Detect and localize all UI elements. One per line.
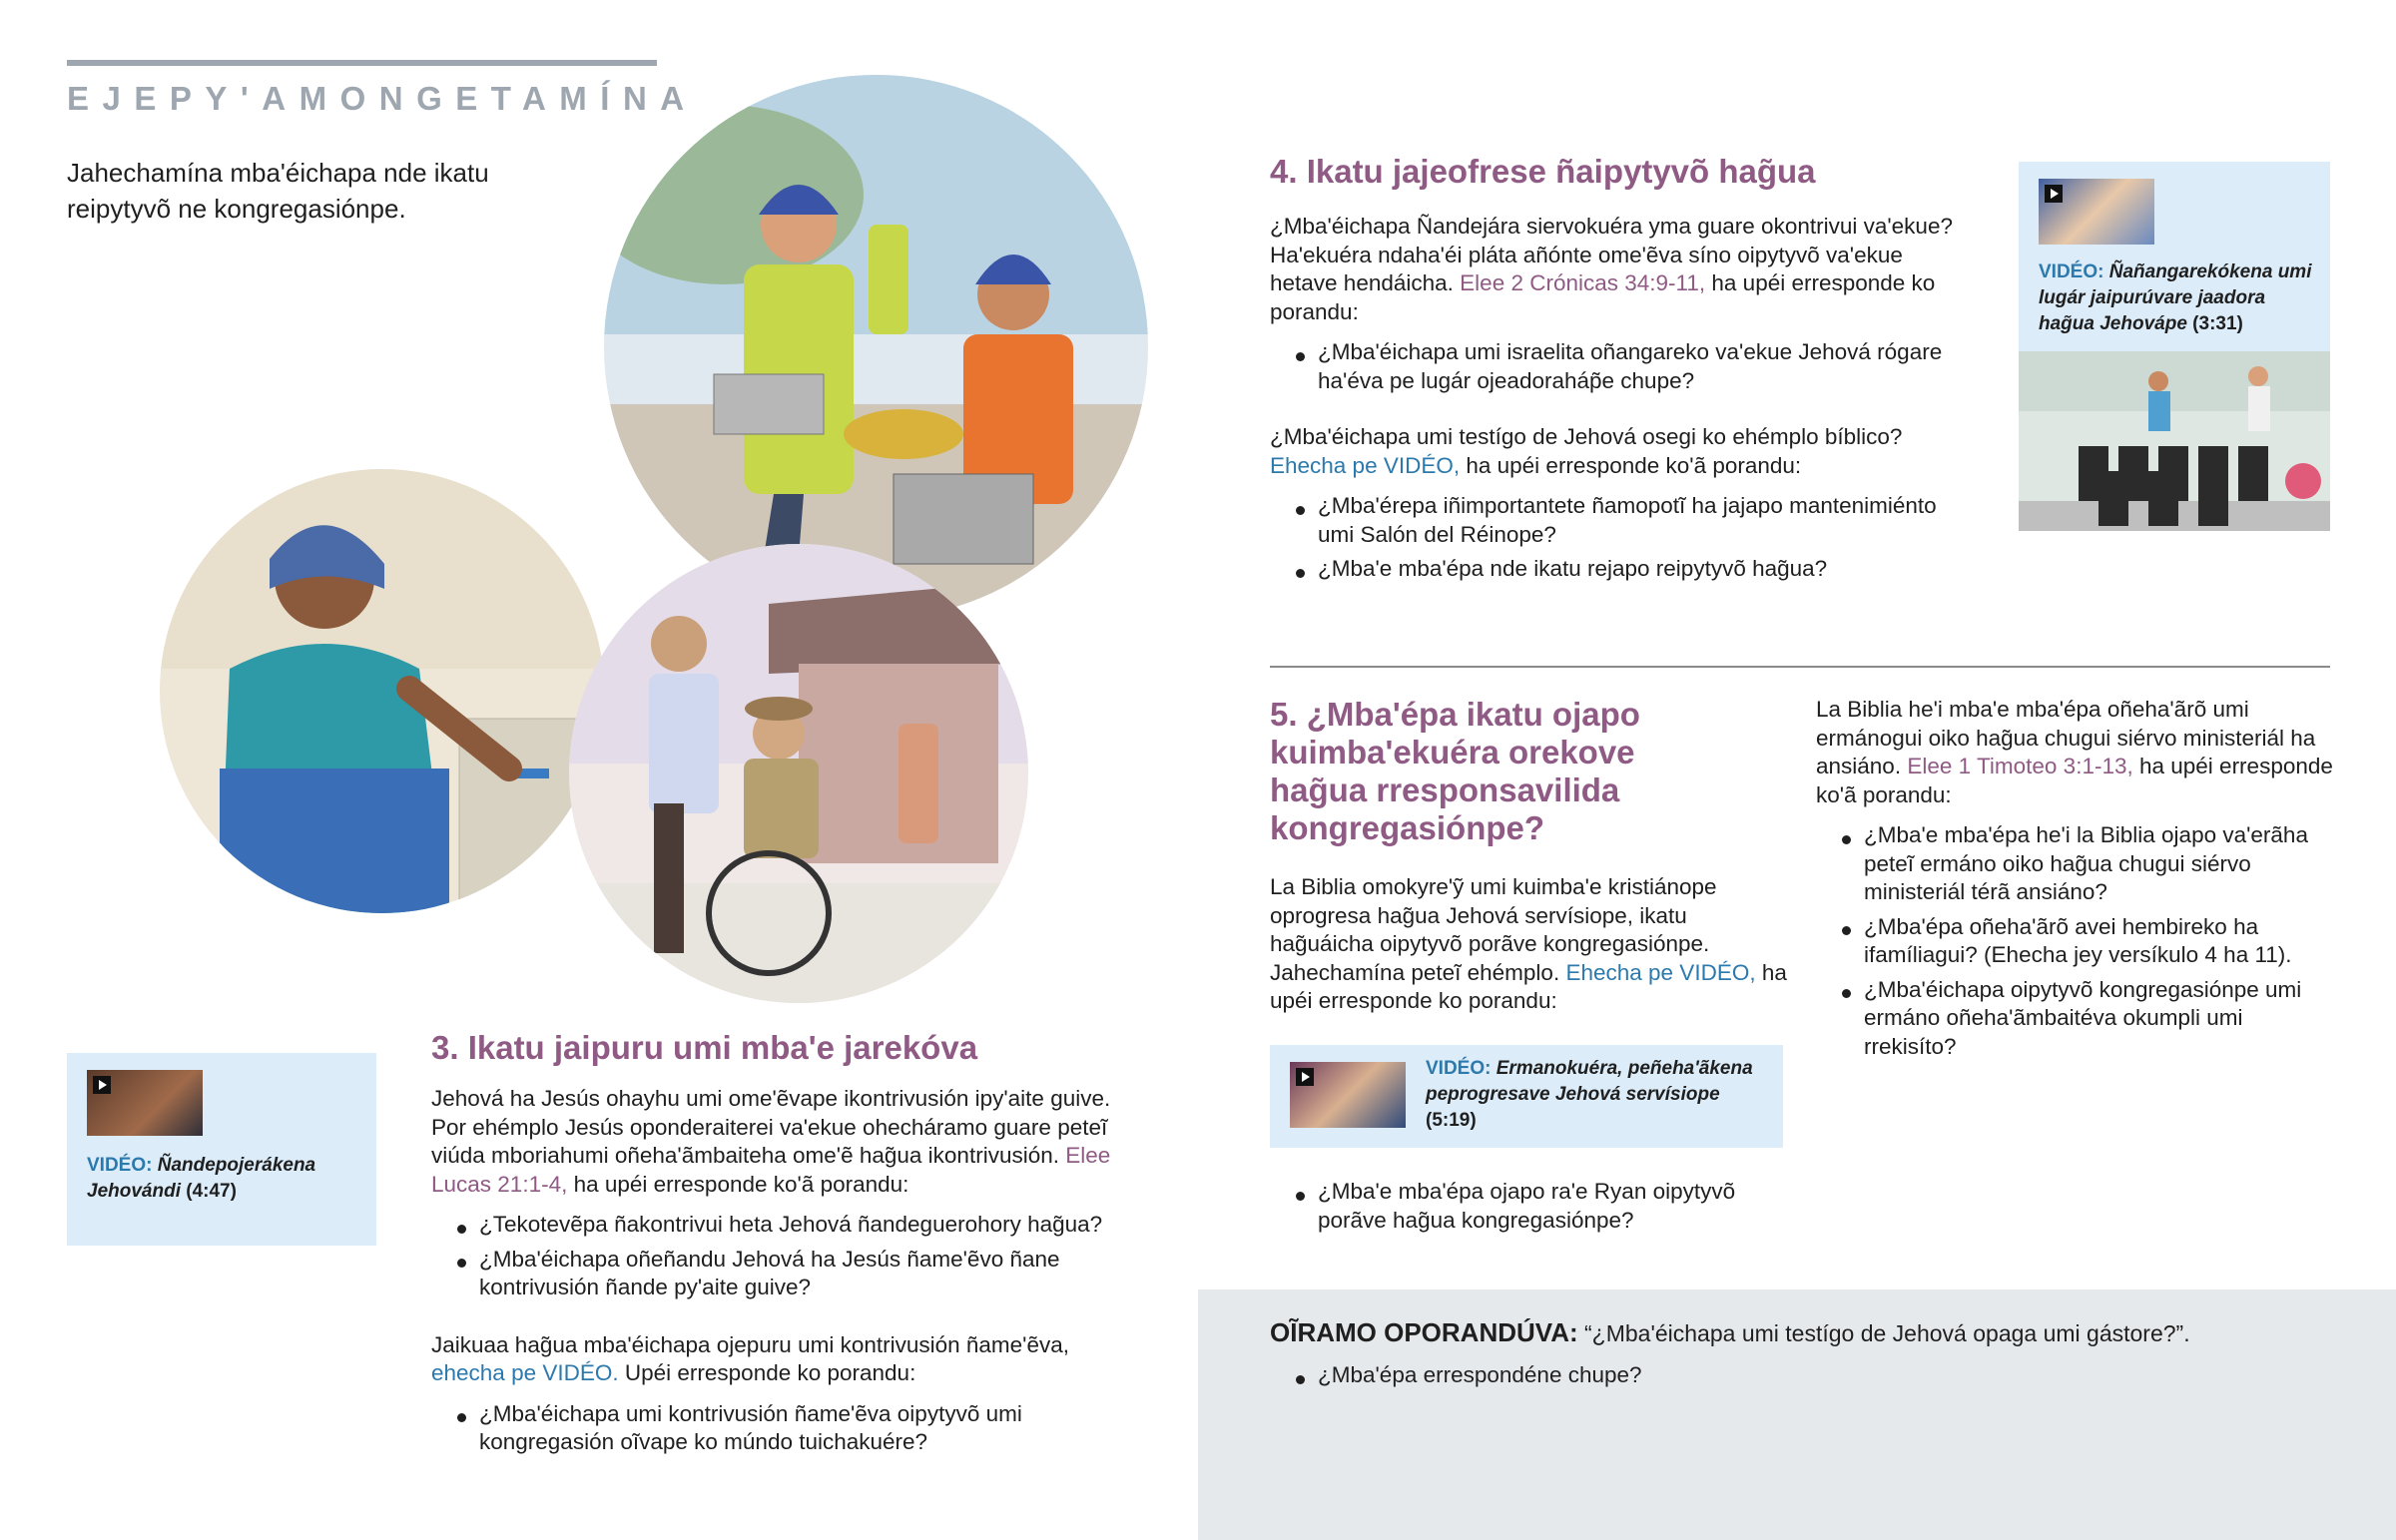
video-thumbnail[interactable] xyxy=(2039,179,2154,245)
illustration-hall-cleaning xyxy=(2019,351,2330,531)
question-label: OĨRAMO OPORANDÚVA: xyxy=(1270,1317,1578,1347)
list-item: ¿Mba'e mba'épa ojapo ra'e Ryan oipytyvõ porãve hag̃ua kongregasiónpe? xyxy=(1270,1178,1769,1235)
illustration-construction xyxy=(604,75,1148,619)
intro-text: Jahechamína mba'éichapa nde ikatu reipytyvõ ne kongregasiónpe. xyxy=(67,158,489,224)
video-link[interactable]: ehecha pe VIDÉO. xyxy=(431,1360,619,1385)
section-5-left xyxy=(1270,696,1789,1016)
list-item: ¿Mba'épa oñeha'ãrõ avei hembireko ha ifamíliagui? (Ehecha jey versíkulo 4 ha 11). xyxy=(1816,913,2335,970)
section-5-para2-tail: ha upéi erresponde ko'ã porandu: xyxy=(1816,754,2333,807)
illustration-contribution xyxy=(160,469,604,913)
section-4-paragraph-1 xyxy=(1270,213,1969,326)
section-4-para2-text: ¿Mba'éichapa umi testígo de Jehová osegi ko ehémplo bíblico? xyxy=(1270,424,1903,449)
section-5-bullets-1 xyxy=(1270,1178,1769,1235)
list-item: ¿Mba'épa errespondéne chupe? xyxy=(1270,1361,2268,1390)
video-thumbnail[interactable] xyxy=(1290,1062,1406,1128)
play-icon[interactable] xyxy=(93,1076,111,1094)
question-line xyxy=(1270,1317,2368,1348)
play-icon[interactable] xyxy=(2045,185,2063,203)
section-5-right xyxy=(1816,696,2335,1061)
video-box-maintenance[interactable] xyxy=(2019,162,2330,351)
list-item: ¿Mba'éichapa oipytyvõ kongregasiónpe umi ermáno oñeha'ãmbaitéva okumpli umi rrekisíto? xyxy=(1816,976,2335,1062)
video-duration: (5:19) xyxy=(1426,1110,1477,1131)
section-4-bullets-2 xyxy=(1270,492,1969,584)
list-item: ¿Mba'e mba'épa he'i la Biblia ojapo va'erãha peteĩ ermáno oiko hag̃ua chugui siérvo ministeriál térã ansiáno? xyxy=(1816,821,2335,907)
video-label: VIDÉO: xyxy=(1426,1058,1492,1079)
video-caption xyxy=(2039,259,2323,337)
question-bullets xyxy=(1270,1361,2268,1390)
video-thumbnail[interactable] xyxy=(87,1070,203,1136)
play-icon[interactable] xyxy=(1296,1068,1314,1086)
video-title[interactable]: Ñandepojerákena Jehovándi xyxy=(87,1155,316,1202)
video-title[interactable]: Ermanokuéra, peñeha'ãkena peprogresave Jehová servísiope xyxy=(1426,1058,1753,1105)
section-5-heading: 5. ¿Mba'épa ikatu ojapo kuimba'ekuéra orekove hag̃ua rresponsavilida kongregasiónpe? xyxy=(1270,696,1640,846)
section-3-paragraph-1 xyxy=(431,1085,1130,1199)
eyebrow-rule xyxy=(67,60,657,66)
list-item: ¿Mba'éichapa umi israelita oñangareko va'ekue Jehová rógare ha'éva pe lugár ojeadoraháp̃e chupe? xyxy=(1270,338,1969,395)
question-text: “¿Mba'éichapa umi testígo de Jehová opaga umi gástore?”. xyxy=(1584,1320,2190,1346)
section-3-para1-tail: ha upéi erresponde ko'ã porandu: xyxy=(567,1171,909,1197)
video-duration: (4:47) xyxy=(186,1181,237,1202)
section-5-para1-text: La Biblia omokyre'ỹ umi kuimba'e kristiánope oprogresa hag̃ua Jehová servísiope, ikatu hag̃uáicha oipytyvõ porãve kongregasiónpe. Jahechamína peteĩ ehémplo. xyxy=(1270,874,1717,985)
section-5-paragraph-1 xyxy=(1270,873,1789,1016)
section-5-para1-tail: ha upéi erresponde ko porandu: xyxy=(1270,959,1787,1013)
section-divider xyxy=(1270,666,2330,668)
list-item: ¿Mba'e mba'épa nde ikatu rejapo reipytyvõ hag̃ua? xyxy=(1270,555,1969,584)
section-4-para2-tail: ha upéi erresponde ko'ã porandu: xyxy=(1460,452,1802,478)
section-3-para2-text: Jaikuaa hag̃ua mba'éichapa ojepuru umi kontrivusión ñame'ẽva, xyxy=(431,1331,1069,1357)
list-item: ¿Mba'éichapa oñeñandu Jehová ha Jesús ñame'ẽvo ñane kontrivusión ñande py'aite guive? xyxy=(431,1246,1110,1302)
section-3-paragraph-2 xyxy=(431,1331,1130,1388)
section-4-para1-text: ¿Mba'éichapa Ñandejára siervokuéra yma guare okontrivui va'ekue? Ha'ekuéra ndaha'éi pláta añónte ome'ẽva síno oipytyvõ va'ekue hetave hendáicha. xyxy=(1270,214,1953,295)
section-3-para1-text: Jehová ha Jesús ohayhu umi ome'ẽvape ikontrivusión ipy'aite guive. Por ehémplo Jesús oponderaiterei va'ekue ohecháramo guare peteĩ viúda mboriahumi oñeha'ãmbaiteha ome'ẽ hag̃ua ikontrivusión. xyxy=(431,1086,1111,1168)
section-3-bullets-2 xyxy=(431,1400,1130,1457)
section-5-bullets-2 xyxy=(1816,821,2335,1061)
section-4-bullets-1 xyxy=(1270,338,1969,395)
video-label: VIDÉO: xyxy=(87,1155,153,1176)
video-box-contributions[interactable] xyxy=(67,1053,376,1246)
scripture-ref-timothy[interactable]: Elee 1 Timoteo 3:1-13, xyxy=(1907,754,2133,778)
scripture-ref-chronicles[interactable]: Elee 2 Crónicas 34:9-11, xyxy=(1460,270,1706,295)
scripture-ref-luke[interactable]: Elee Lucas 21:1-4, xyxy=(431,1143,1111,1197)
video-caption xyxy=(1426,1056,1765,1134)
list-item: ¿Mba'érepa iñimportantete ñamopotĩ ha jajapo mantenimiénto umi Salón del Réinope? xyxy=(1270,492,1969,549)
video-title[interactable]: Ñañangarekókena umi lugár jaipurúvare jaadora hag̃ua Jehovápe xyxy=(2039,261,2312,334)
video-link[interactable]: Ehecha pe VIDÉO, xyxy=(1565,959,1756,985)
video-caption xyxy=(87,1153,361,1205)
section-4 xyxy=(1270,152,1969,584)
section-3-para2-tail: Upéi erresponde ko porandu: xyxy=(618,1360,916,1385)
section-5-para2-text: La Biblia he'i mba'e mba'épa oñeha'ãrõ umi ermánogui oiko hag̃ua chugui siérvo ministeriál ha ansiáno. xyxy=(1816,697,2316,778)
list-item: ¿Tekotevẽpa ñakontrivui heta Jehová ñandeguerohory hag̃ua? xyxy=(431,1211,1110,1240)
section-4-heading: 4. Ikatu jajeofrese ñaipytyvõ hag̃ua xyxy=(1270,153,1816,190)
section-3-bullets-1 xyxy=(431,1211,1130,1302)
video-box-progress[interactable] xyxy=(1270,1045,1783,1148)
page-eyebrow: EJEPY'AMONGETAMÍNA xyxy=(67,80,698,117)
video-label: VIDÉO: xyxy=(2039,261,2104,282)
section-3-heading: 3. Ikatu jaipuru umi mba'e jarekóva xyxy=(431,1029,978,1066)
section-4-para1-tail: ha upéi erresponde ko porandu: xyxy=(1270,270,1936,324)
section-5-paragraph-2 xyxy=(1816,696,2335,809)
list-item: ¿Mba'éichapa umi kontrivusión ñame'ẽva oipytyvõ umi kongregasión oĩvape ko múndo tuichakuére? xyxy=(431,1400,1050,1457)
question-panel xyxy=(1198,1289,2396,1540)
section-4-paragraph-2 xyxy=(1270,423,1969,480)
section-3 xyxy=(431,1028,1130,1457)
video-link[interactable]: Ehecha pe VIDÉO, xyxy=(1270,452,1461,478)
video-duration: (3:31) xyxy=(2192,313,2243,334)
illustration-wheelchair xyxy=(569,544,1028,1003)
